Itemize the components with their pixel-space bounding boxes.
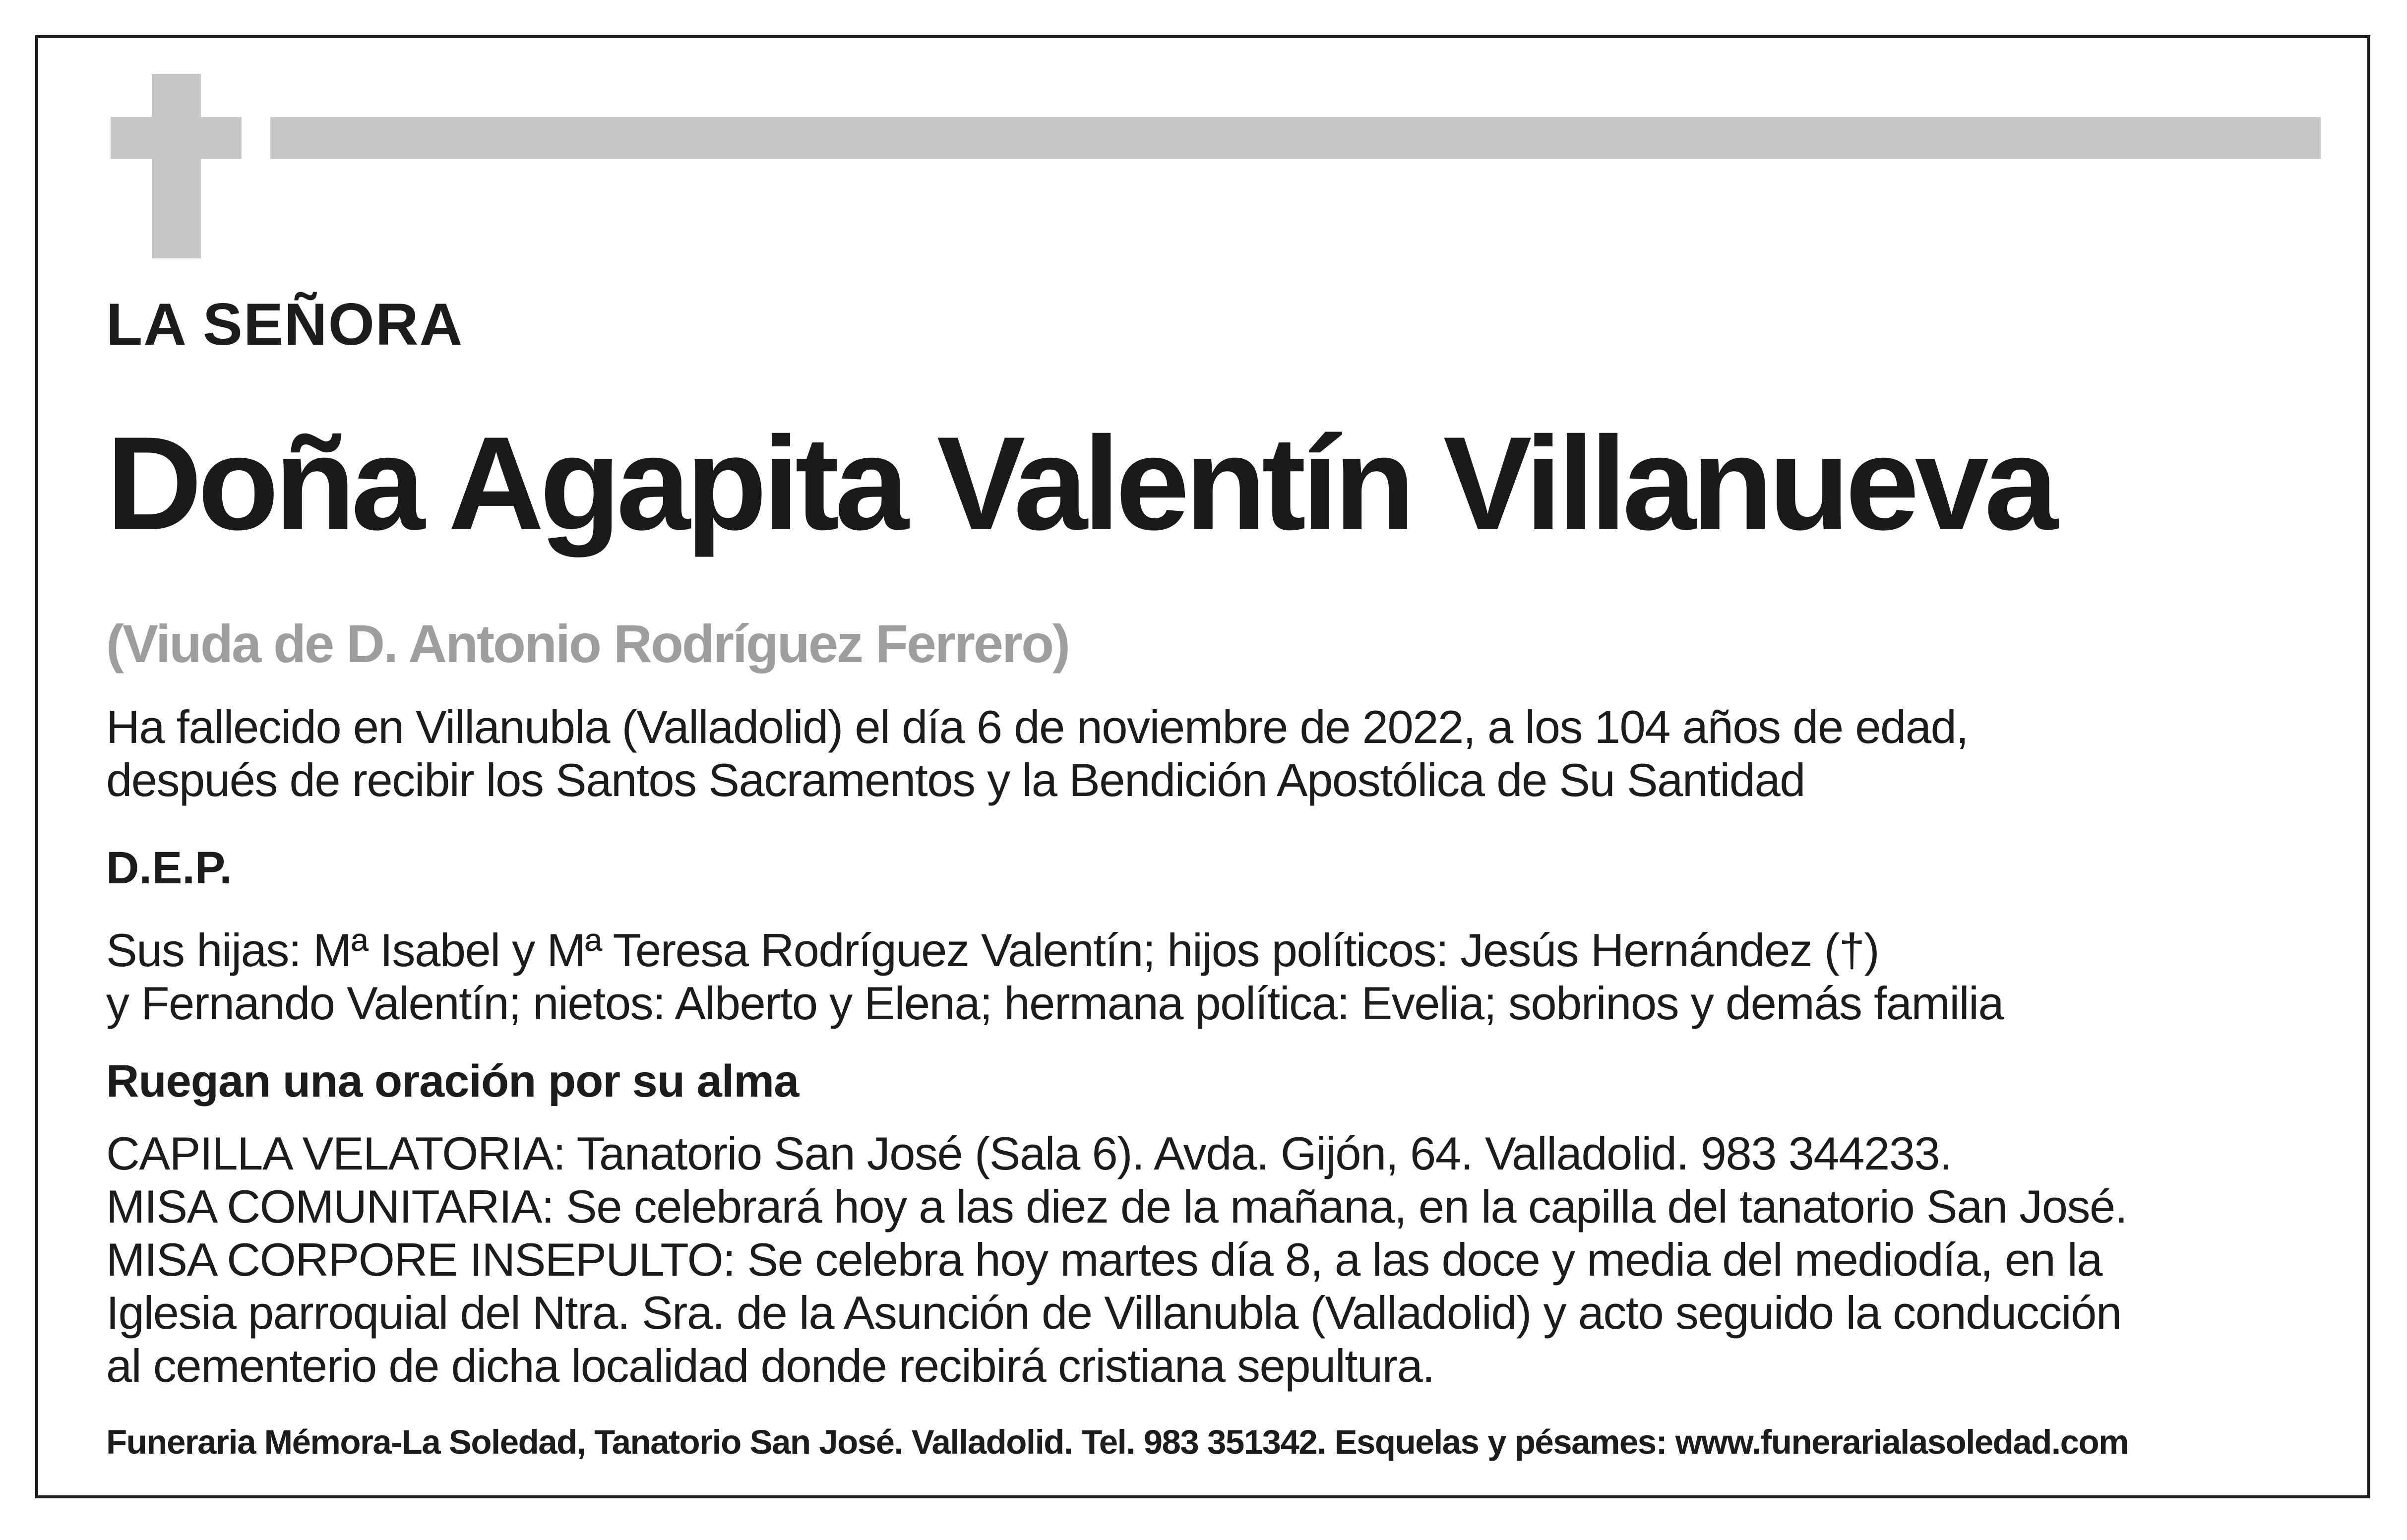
death-line: después de recibir los Santos Sacramentos y la Bendición Apostólica de Su Santidad [106, 754, 1805, 806]
notice-heading: LA SEÑORA [106, 291, 464, 358]
deceased-name: Doña Agapita Valentín Villanueva [106, 409, 2054, 557]
cross-vertical-bar [152, 74, 201, 258]
prayer-request: Ruegan una oración por su alma [106, 1056, 799, 1107]
service-details [106, 1127, 2127, 1392]
service-line: MISA COMUNITARIA: Se celebrará hoy a las diez de la mañana, en la capilla del tanatorio San José. [106, 1180, 2127, 1232]
death-announcement [106, 700, 1968, 806]
widow-subtitle: (Viuda de D. Antonio Rodríguez Ferrero) [106, 614, 1069, 674]
dep-label: D.E.P. [106, 843, 232, 893]
cross-horizontal-bar [111, 117, 242, 159]
family-list [106, 924, 2003, 1030]
family-line: Sus hijas: Mª Isabel y Mª Teresa Rodríguez Valentín; hijos políticos: Jesús Hernández (†) [106, 924, 1879, 976]
header-divider-bar [270, 117, 2321, 159]
service-line: CAPILLA VELATORIA: Tanatorio San José (Sala 6). Avda. Gijón, 64. Valladolid. 983 344233. [106, 1127, 1952, 1179]
service-line: Iglesia parroquial del Ntra. Sra. de la Asunción de Villanubla (Valladolid) y acto seguido la conducción [106, 1287, 2121, 1339]
death-line: Ha fallecido en Villanubla (Valladolid) el día 6 de noviembre de 2022, a los 104 años de edad, [106, 701, 1968, 753]
service-line: MISA CORPORE INSEPULTO: Se celebra hoy martes día 8, a las doce y media del mediodía, en la [106, 1233, 2102, 1286]
service-line: al cementerio de dicha localidad donde recibirá cristiana sepultura. [106, 1340, 1434, 1392]
funeral-home-footer: Funeraria Mémora-La Soledad, Tanatorio San José. Valladolid. Tel. 983 351342. Esquelas y pésames: www.funerarialasoledad.com [106, 1423, 2128, 1461]
family-line: y Fernando Valentín; nietos: Alberto y Elena; hermana política: Evelia; sobrinos y demás familia [106, 977, 2004, 1029]
